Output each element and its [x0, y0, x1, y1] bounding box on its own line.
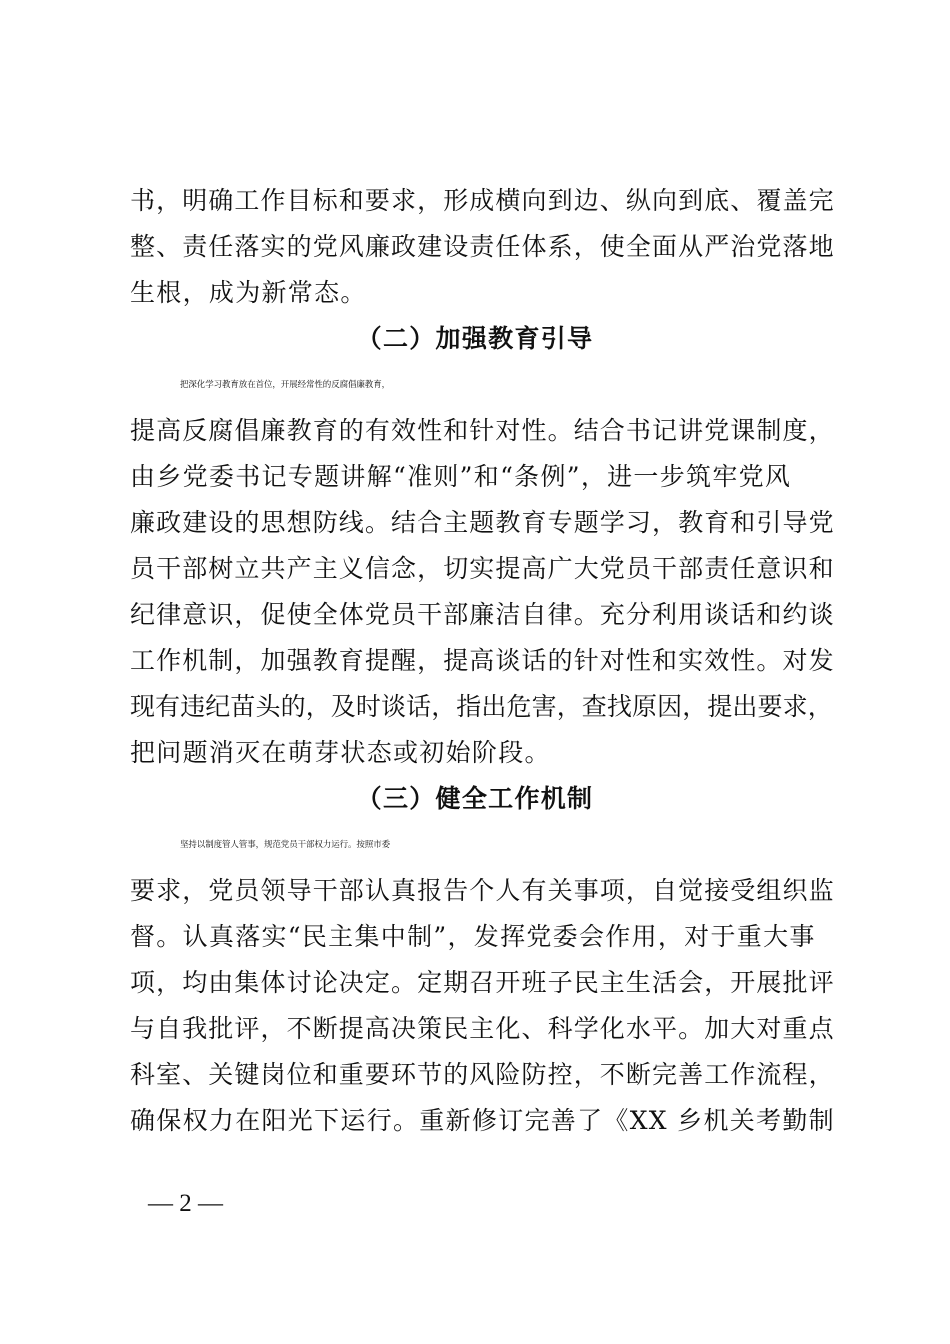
section-heading: （二）加强教育引导 [356, 324, 594, 353]
body-text-line: 提高反腐倡廉教育的有效性和针对性。结合书记讲党课制度， [130, 416, 835, 445]
body-text-line: 书，明确工作目标和要求，形成横向到边、纵向到底、覆盖完 [130, 186, 835, 215]
body-text-line: 要求，党员领导干部认真报告个人有关事项，自觉接受组织监 [130, 876, 835, 905]
body-text-line: 把问题消灭在萌芽状态或初始阶段。 [130, 738, 551, 767]
body-text-line: 确保权力在阳光下运行。重新修订完善了《XX 乡机关考勤制 [130, 1106, 835, 1135]
page-number: — 2 — [148, 1190, 223, 1217]
body-text-line: 由乡党委书记专题讲解“准则”和“条例”，进一步筑牢党风 [130, 462, 792, 491]
body-text-line: 整、责任落实的党风廉政建设责任体系，使全面从严治党落地 [130, 232, 835, 261]
body-text-line: 科室、关键岗位和重要环节的风险防控，不断完善工作流程， [130, 1060, 835, 1089]
body-text-line: 与自我批评，不断提高决策民主化、科学化水平。加大对重点 [130, 1014, 835, 1043]
body-text-line: 员干部树立共产主义信念，切实提高广大党员干部责任意识和 [130, 554, 835, 583]
body-text-line: 廉政建设的思想防线。结合主题教育专题学习，教育和引导党 [130, 508, 835, 537]
body-text-line: 工作机制，加强教育提醒，提高谈话的针对性和实效性。对发 [130, 646, 835, 675]
body-text-line: 项，均由集体讨论决定。定期召开班子民主生活会，开展批评 [130, 968, 835, 997]
body-text-line: 现有违纪苗头的，及时谈话，指出危害，查找原因，提出要求， [130, 692, 833, 721]
body-text-line: 督。认真落实“民主集中制”，发挥党委会作用，对于重大事 [130, 922, 816, 951]
section-heading: （三）健全工作机制 [356, 784, 594, 813]
body-text-line: 把深化学习教育放在首位，开展经常性的反腐倡廉教育， [180, 380, 391, 390]
body-text-line: 生根，成为新常态。 [130, 278, 367, 307]
body-text-line: 坚持以制度管人管事，规范党员干部权力运行。按照市委 [180, 840, 391, 850]
body-text-line: 纪律意识，促使全体党员干部廉洁自律。充分利用谈话和约谈 [130, 600, 835, 629]
